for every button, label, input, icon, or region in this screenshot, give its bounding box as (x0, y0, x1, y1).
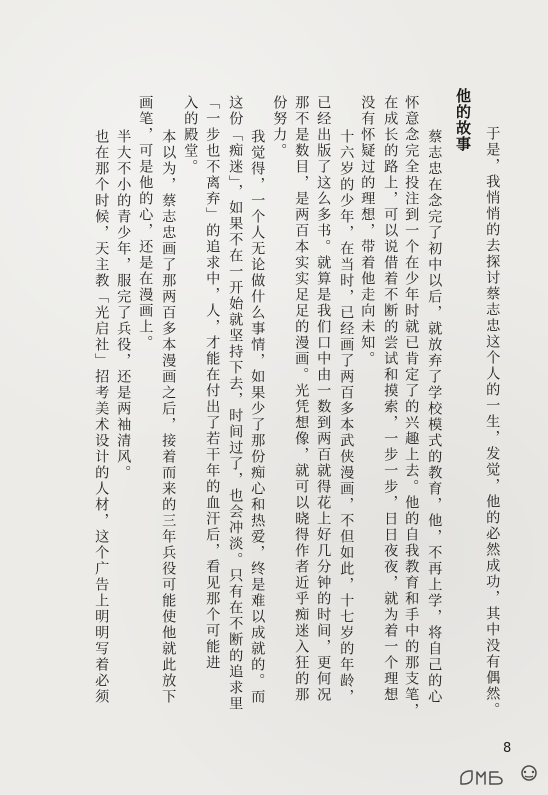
paragraph-2-line-1: 十六岁的少年，在当时，已经画了两百多本武侠漫画，不但如此，十七岁的年龄， (338, 129, 355, 705)
page-number: 8 (503, 741, 512, 756)
paragraph-1-line-4: 没有怀疑过的理想，带着他走向未知。 (359, 95, 376, 367)
paragraph-5-line-2: 也在那个时候，天主教「光启社」招考美术设计的人材，这个广告上明明写着必须 (93, 129, 110, 705)
paragraph-2-line-3: 那不是数目，是两百本实实足足的漫画。光凭想像，就可以晓得作者近乎痴迷入狂的那 (293, 95, 310, 703)
paragraph-3-line-1: 我觉得，一个人无论做什么事情，如果少了那份痴心和热爱，终是难以成就的。而 (249, 129, 266, 705)
paragraph-4-line-2: 画笔，可是他的心，还是在漫画上。 (137, 95, 154, 351)
intro-line: 于是，我悄悄的去探讨蔡志忠这个人的一生，发觉，他的必然成功，其中没有偶然。 (484, 126, 501, 718)
paragraph-1-line-2: 怀意念完全投注到一个在少年时就已肯定了的兴趣上去。他的自我教育和手中的那支笔， (403, 95, 420, 719)
paragraph-2-line-2: 已经出版了这么多书。就算是我们口中由一数到两百就得花上好几分钟的时间，更何况 (315, 95, 332, 703)
watermark (455, 760, 541, 790)
paragraph-3-line-2: 这份「痴迷」，如果不在一开始就坚持下去，时间过了，也会冲淡。只有在不断的追求里 (227, 95, 244, 712)
paragraph-4-line-1: 本以为，蔡志忠画了那两百多本漫画之后，接着而来的三年兵役可能使他就此放下 (160, 129, 177, 705)
paragraph-1-line-3: 在成长的路上，可以说借着不断的尝试和摸索，一步一步，日日夜夜，就为着一个理想 (382, 95, 399, 703)
paragraph-2-line-4: 份努力。 (271, 95, 288, 159)
paragraph-3-line-3: 「一步也不离弃」的追求中，人，才能在付出了若干年的血汗后，看见那个可能进 (204, 95, 221, 671)
section-heading: 他的故事 (454, 88, 472, 152)
paragraph-5-line-1: 半大不小的青少年，服完了兵役，还是两袖清风。 (115, 129, 132, 481)
paragraph-1-line-1: 蔡志忠在念完了初中以后，就放弃了学校模式的教育，他，不再上学，将自己的心 (426, 129, 443, 705)
paragraph-3-line-4: 入的殿堂。 (182, 95, 199, 175)
